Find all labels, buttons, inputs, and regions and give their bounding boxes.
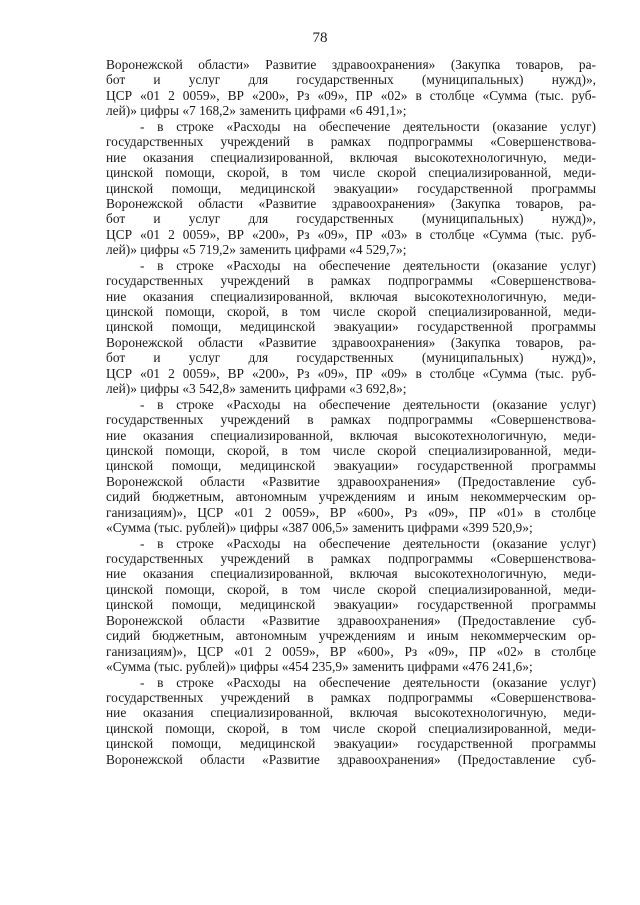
text-line: ние оказания специализированной, включая высокотехнологичную, меди- xyxy=(106,288,596,304)
text-line: Воронежской области «Развитие здравоохранения» (Предоставление суб- xyxy=(106,612,596,628)
text-line: лей)» цифры «3 542,8» заменить цифрами «3 692,8»; xyxy=(106,381,407,397)
text-line: цинской помощи, медицинской эвакуации» государственной программы xyxy=(106,180,596,196)
text-line: ние оказания специализированной, включая высокотехнологичную, меди- xyxy=(106,705,596,721)
text-line: Воронежской области «Развитие здравоохранения» (Закупка товаров, ра- xyxy=(106,334,596,350)
text-line: цинской помощи, скорой, в том числе скорой специализированной, меди- xyxy=(106,165,596,181)
text-line: ние оказания специализированной, включая высокотехнологичную, меди- xyxy=(106,427,596,443)
text-line: государственных учреждений в рамках подпрограммы «Совершенствова- xyxy=(106,412,596,428)
text-line: бот и услуг для государственных (муниципальных) нужд)», xyxy=(106,211,596,227)
text-line: бот и услуг для государственных (муниципальных) нужд)», xyxy=(106,350,596,366)
text-line: «Сумма (тыс. рублей)» цифры «387 006,5» заменить цифрами «399 520,9»; xyxy=(106,520,533,536)
text-line: цинской помощи, медицинской эвакуации» государственной программы xyxy=(106,458,596,474)
text-line: ЦСР «01 2 0059», ВР «200», Рз «09», ПР «03» в столбце «Сумма (тыс. руб- xyxy=(106,226,596,242)
text-line: ЦСР «01 2 0059», ВР «200», Рз «09», ПР «09» в столбце «Сумма (тыс. руб- xyxy=(106,365,596,381)
text-line: цинской помощи, медицинской эвакуации» государственной программы xyxy=(106,597,596,613)
text-line: цинской помощи, медицинской эвакуации» государственной программы xyxy=(106,319,596,335)
text-line: ЦСР «01 2 0059», ВР «200», Рз «09», ПР «02» в столбце «Сумма (тыс. руб- xyxy=(106,87,596,103)
text-line: Воронежской области «Развитие здравоохранения» (Предоставление суб- xyxy=(106,473,596,489)
text-line: государственных учреждений в рамках подпрограммы «Совершенствова- xyxy=(106,134,596,150)
text-line: Воронежской области «Развитие здравоохранения» (Закупка товаров, ра- xyxy=(106,195,596,211)
text-line: цинской помощи, скорой, в том числе скорой специализированной, меди- xyxy=(106,304,596,319)
document-body xyxy=(106,57,596,767)
text-line: сидий бюджетным, автономным учреждениям и иным некоммерческим ор- xyxy=(106,489,596,505)
text-line: государственных учреждений в рамках подпрограммы «Совершенствова- xyxy=(106,551,596,566)
text-line: лей)» цифры «5 719,2» заменить цифрами «4 529,7»; xyxy=(106,242,407,258)
text-line: лей)» цифры «7 168,2» заменить цифрами «6 491,1»; xyxy=(106,103,407,119)
text-line: ние оказания специализированной, включая высокотехнологичную, меди- xyxy=(106,566,596,582)
text-line: сидий бюджетным, автономным учреждениям и иным некоммерческим ор- xyxy=(106,628,596,644)
text-line: цинской помощи, скорой, в том числе скорой специализированной, меди- xyxy=(106,581,596,597)
text-line: цинской помощи, скорой, в том числе скорой специализированной, меди- xyxy=(106,720,596,736)
text-line: «Сумма (тыс. рублей)» цифры «454 235,9» заменить цифрами «476 241,6»; xyxy=(106,659,533,675)
page-number: 78 xyxy=(312,30,328,46)
text-line: государственных учреждений в рамках подпрограммы «Совершенствова- xyxy=(106,273,596,289)
text-line: Воронежской области «Развитие здравоохранения» (Предоставление суб- xyxy=(106,751,596,767)
text-line: цинской помощи, медицинской эвакуации» государственной программы xyxy=(106,736,596,752)
text-line: - в строке «Расходы на обеспечение деятельности (оказание услуг) xyxy=(140,396,596,412)
text-line: ганизациям)», ЦСР «01 2 0059», ВР «600», Рз «09», ПР «02» в столбце xyxy=(106,643,596,659)
text-line: Воронежской области» Развитие здравоохранения» (Закупка товаров, ра- xyxy=(106,57,596,72)
text-line: - в строке «Расходы на обеспечение деятельности (оказание услуг) xyxy=(140,674,596,690)
text-line: бот и услуг для государственных (муниципальных) нужд)», xyxy=(106,72,596,88)
text-line: ние оказания специализированной, включая высокотехнологичную, меди- xyxy=(106,149,596,165)
text-line: - в строке «Расходы на обеспечение деятельности (оказание услуг) xyxy=(140,257,596,273)
text-line: ганизациям)», ЦСР «01 2 0059», ВР «600», Рз «09», ПР «01» в столбце xyxy=(106,504,596,520)
text-line: цинской помощи, скорой, в том числе скорой специализированной, меди- xyxy=(106,442,596,458)
text-line: - в строке «Расходы на обеспечение деятельности (оказание услуг) xyxy=(140,535,596,551)
text-line: государственных учреждений в рамках подпрограммы «Совершенствова- xyxy=(106,689,596,705)
text-line: - в строке «Расходы на обеспечение деятельности (оказание услуг) xyxy=(140,118,596,134)
